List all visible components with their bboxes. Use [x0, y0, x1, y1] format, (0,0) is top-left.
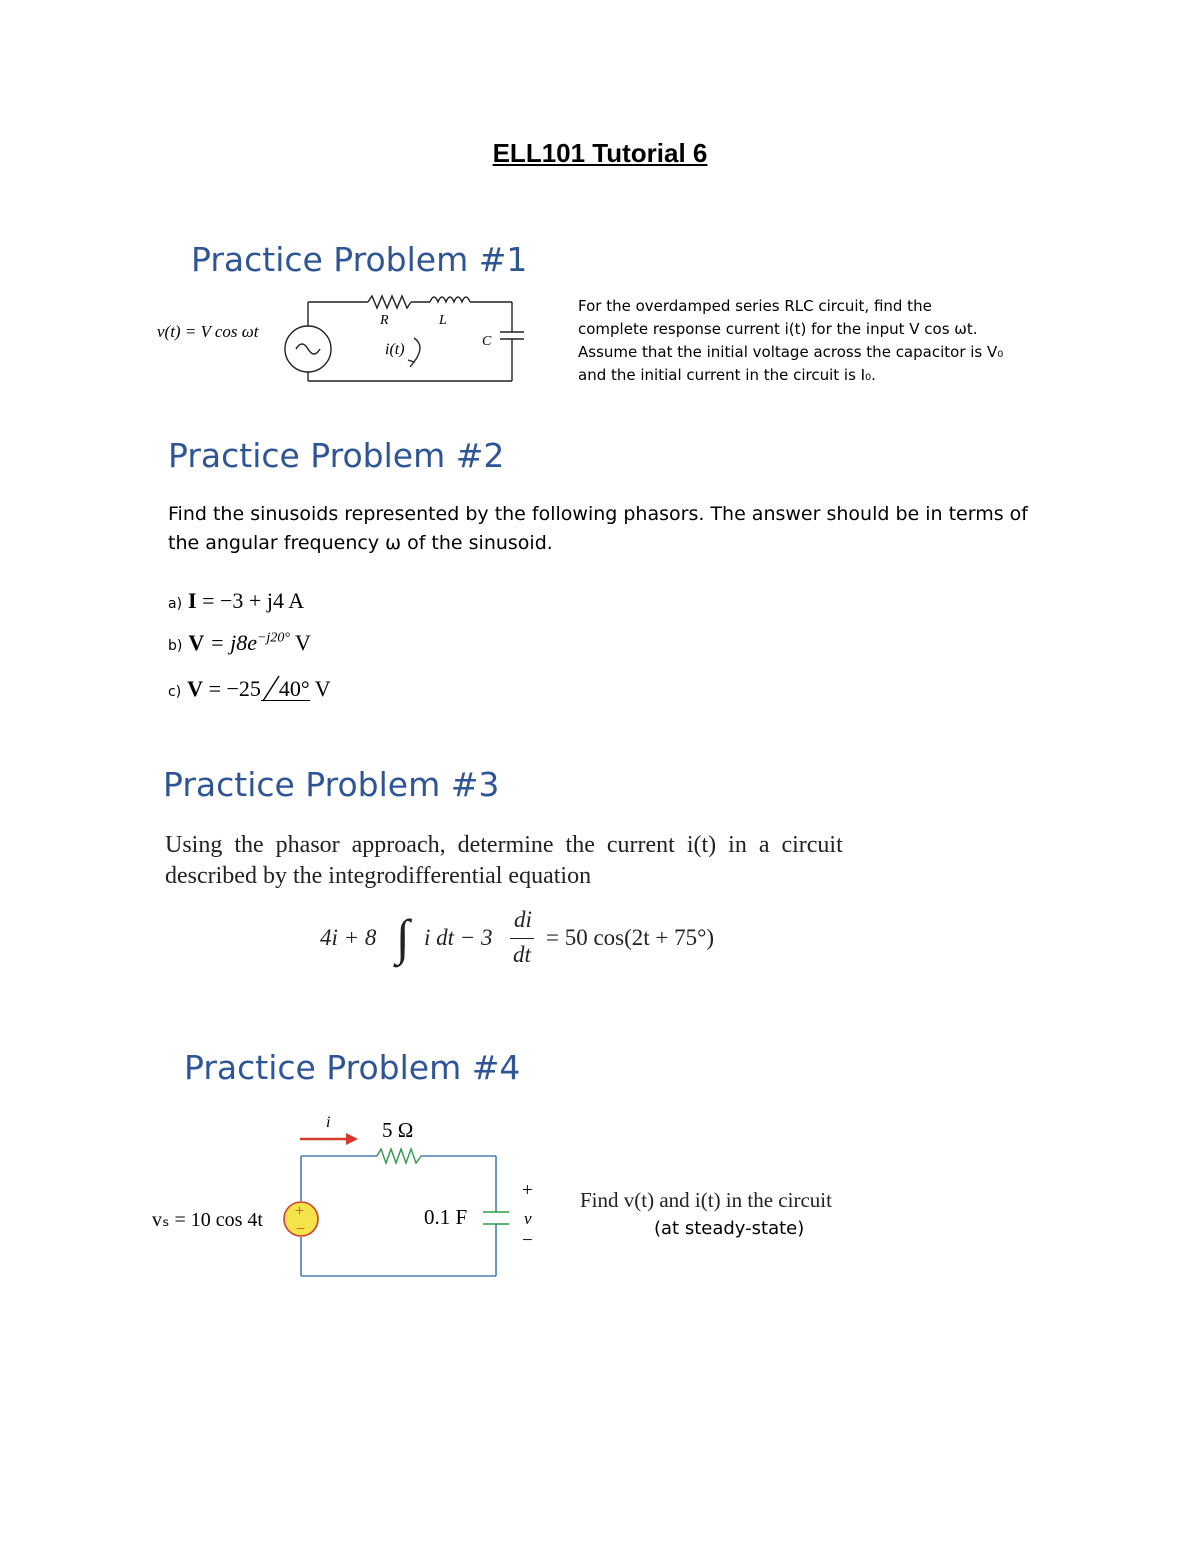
phasor-symbol: I	[188, 588, 197, 613]
phasor-unit: V	[309, 676, 331, 701]
phasor-value: = −3 + j4 A	[196, 588, 305, 613]
part-label: c)	[168, 684, 182, 700]
equation-rhs: = 50 cos(2t + 75°)	[546, 925, 715, 950]
document-title: ELL101 Tutorial 6	[492, 138, 708, 168]
integral-sign: ∫	[396, 909, 410, 965]
equation-lhs: 4i + 8	[320, 925, 377, 950]
fraction-numerator: di	[514, 907, 532, 932]
inductor-label: L	[439, 313, 447, 328]
part-label: a)	[168, 596, 183, 612]
equation-integrand: i dt − 3	[424, 925, 493, 950]
phasor-value: = −25	[203, 676, 261, 701]
description-line: For the overdamped series RLC circuit, find the	[578, 297, 932, 315]
phasor-angle: 40°	[278, 676, 310, 701]
problem4-circuit	[150, 1108, 550, 1288]
problem1-heading: Practice Problem #1	[191, 240, 528, 279]
resistor-label: R	[380, 313, 389, 328]
phasor-exponent: −j20°	[256, 630, 290, 646]
phasor-part-b	[168, 630, 311, 656]
current-label: i(t)	[385, 341, 405, 358]
problem3-heading: Practice Problem #3	[163, 765, 500, 804]
problem3-description	[165, 830, 843, 892]
description-line: described by the integrodifferential equation	[165, 863, 592, 889]
capacitor-label: 0.1 F	[424, 1205, 468, 1229]
description-line: Find v(t) and i(t) in the circuit	[580, 1188, 832, 1212]
angle-notation	[261, 678, 310, 701]
output-label: v	[524, 1209, 532, 1228]
phasor-part-c	[168, 676, 331, 702]
description-line: complete response current i(t) for the input V cos ωt.	[578, 320, 978, 338]
current-label: i	[326, 1114, 331, 1131]
description-line: Using the phasor approach, determine the current i(t) in a circuit	[165, 832, 843, 858]
resistor-symbol	[377, 1149, 421, 1163]
output-minus: −	[522, 1230, 533, 1251]
description-line: (at steady-state)	[654, 1218, 805, 1239]
description-line: the angular frequency ω of the sinusoid.	[168, 532, 553, 554]
capacitor-label: C	[482, 334, 492, 349]
source-minus: −	[296, 1221, 306, 1238]
problem1-source-label: v(t) = V cos ωt	[157, 322, 259, 341]
phasor-part-a	[168, 588, 304, 614]
phasor-symbol: V	[187, 676, 204, 701]
description-line: and the initial current in the circuit is I₀.	[578, 366, 876, 384]
fraction-denominator: dt	[513, 942, 531, 967]
angle-icon	[261, 674, 281, 702]
phasor-value: = j8e	[204, 630, 257, 655]
phasor-unit: V	[289, 630, 311, 655]
problem2-description	[168, 500, 1088, 558]
problem4-description	[580, 1185, 880, 1243]
problem4-heading: Practice Problem #4	[184, 1048, 521, 1087]
output-plus: +	[522, 1180, 533, 1201]
fraction-bar	[510, 938, 534, 939]
problem4-source-label: vₛ = 10 cos 4t	[152, 1209, 263, 1231]
source-plus: +	[295, 1203, 305, 1220]
resistor-label: 5 Ω	[382, 1118, 414, 1142]
description-line: Assume that the initial voltage across the capacitor is V₀	[578, 343, 1004, 361]
part-label: b)	[168, 638, 183, 654]
phasor-symbol: V	[188, 630, 205, 655]
problem1-description	[578, 295, 1038, 387]
problem2-heading: Practice Problem #2	[168, 436, 505, 475]
current-arrowhead	[346, 1133, 358, 1145]
description-line: Find the sinusoids represented by the following phasors. The answer should be in terms of	[168, 503, 1028, 525]
